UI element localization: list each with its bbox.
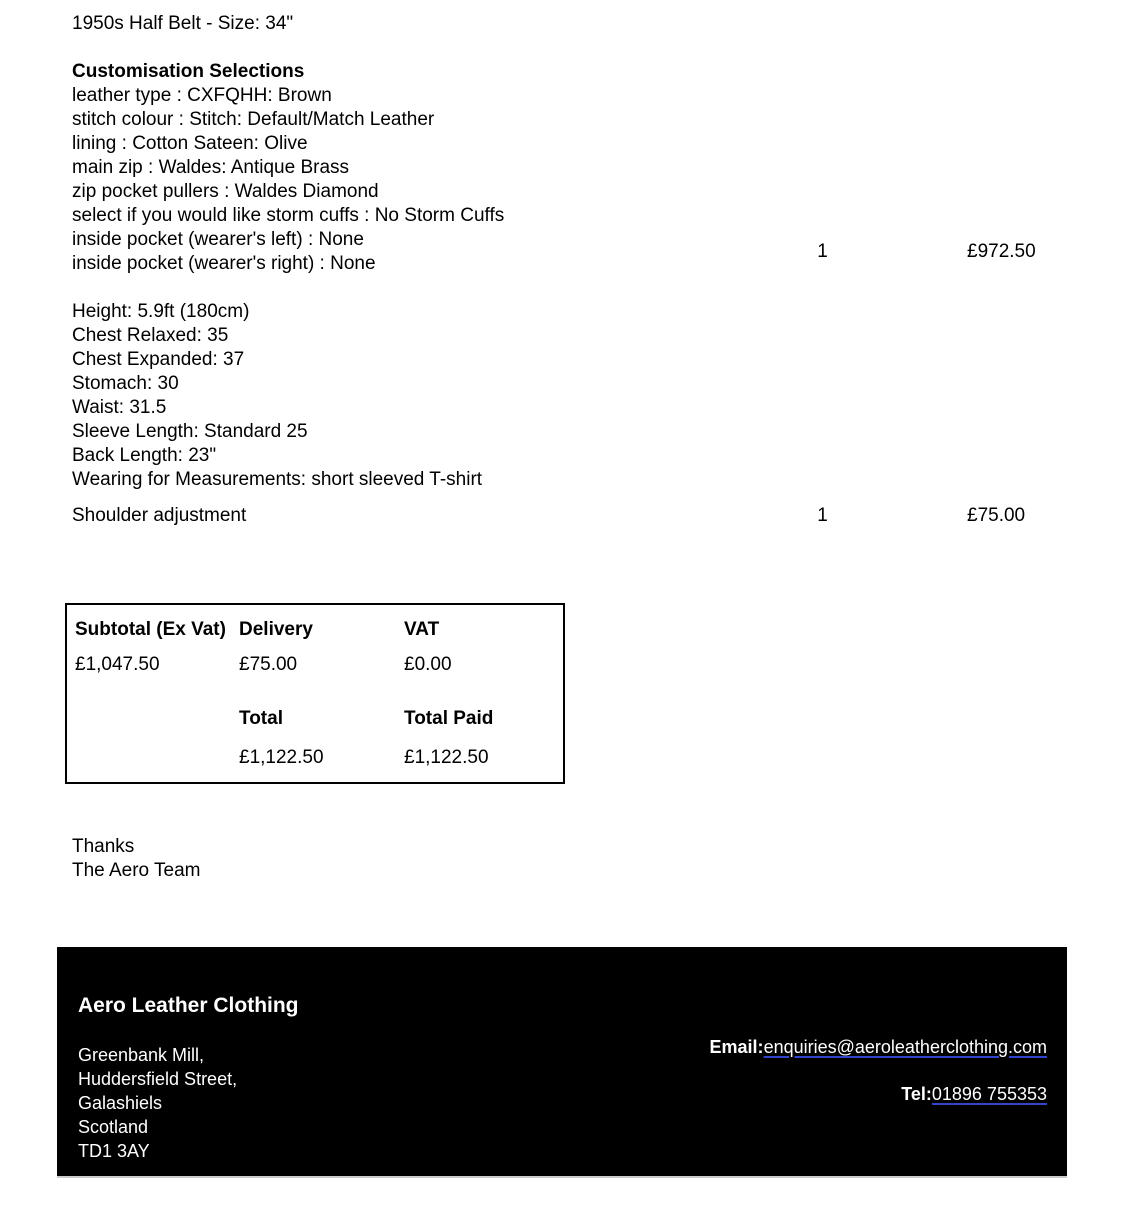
address-line: Scotland — [78, 1117, 149, 1137]
blank-line — [72, 276, 750, 300]
totals-header-row-2 — [67, 707, 563, 731]
item-title: Shoulder adjustment — [72, 505, 247, 526]
subtotal-value: £1,047.50 — [75, 654, 160, 675]
company-name: Aero Leather Clothing — [78, 994, 299, 1017]
blank-line — [72, 36, 750, 60]
measurement-line: Stomach: 30 — [72, 373, 179, 394]
totals-value-row-2 — [67, 746, 563, 770]
total-paid-label: Total Paid — [404, 708, 494, 729]
email-line — [710, 1035, 1047, 1059]
customisation-line: select if you would like storm cuffs : No Storm Cuffs — [72, 205, 505, 226]
empty-cell — [67, 746, 231, 770]
measurement-line: Sleeve Length: Standard 25 — [72, 421, 308, 442]
signoff-line: Thanks — [72, 836, 135, 857]
address-line: Huddersfield Street, — [78, 1069, 238, 1089]
customisation-line: inside pocket (wearer's right) : None — [72, 253, 376, 274]
footer — [57, 947, 1067, 1178]
email-label: Email: — [709, 1037, 764, 1057]
customisation-line: main zip : Waldes: Antique Brass — [72, 157, 350, 178]
total-label: Total — [239, 708, 283, 729]
signoff-line: The Aero Team — [72, 860, 201, 881]
item-price: £972.50 — [967, 241, 1036, 262]
totals-header-row — [67, 618, 563, 642]
delivery-value: £75.00 — [239, 654, 298, 675]
item-price: £75.00 — [967, 505, 1026, 526]
customisation-line: zip pocket pullers : Waldes Diamond — [72, 181, 379, 202]
customisation-heading: Customisation Selections — [72, 61, 305, 82]
empty-cell — [67, 707, 231, 731]
line-item-2 — [72, 504, 1067, 528]
measurement-line: Height: 5.9ft (180cm) — [72, 301, 250, 322]
item-description — [72, 12, 750, 492]
address-line: TD1 3AY — [78, 1141, 150, 1161]
total-paid-value: £1,122.50 — [404, 747, 489, 768]
item-quantity: 1 — [817, 505, 828, 526]
address-line: Galashiels — [78, 1093, 163, 1113]
tel-line — [710, 1082, 1047, 1106]
delivery-label: Delivery — [239, 619, 313, 640]
measurement-line: Waist: 31.5 — [72, 397, 167, 418]
measurement-line: Wearing for Measurements: short sleeved T-shirt — [72, 469, 483, 490]
address-line: Greenbank Mill, — [78, 1045, 205, 1065]
subtotal-label: Subtotal (Ex Vat) — [75, 619, 226, 640]
signoff — [72, 835, 1067, 883]
customisation-line: stitch colour : Stitch: Default/Match Leather — [72, 109, 435, 130]
customisation-line: leather type : CXFQHH: Brown — [72, 85, 332, 106]
footer-contact — [710, 1035, 1047, 1106]
line-item-1 — [72, 12, 1067, 492]
customisation-line: inside pocket (wearer's left) : None — [72, 229, 364, 250]
measurement-line: Chest Relaxed: 35 — [72, 325, 229, 346]
totals-table — [65, 603, 565, 784]
item-title: 1950s Half Belt - Size: 34" — [72, 13, 294, 34]
email-link[interactable]: enquiries@aeroleatherclothing.com — [763, 1037, 1047, 1057]
customisation-line: lining : Cotton Sateen: Olive — [72, 133, 308, 154]
vat-label: VAT — [404, 619, 440, 640]
measurement-line: Chest Expanded: 37 — [72, 349, 245, 370]
vat-value: £0.00 — [404, 654, 452, 675]
total-value: £1,122.50 — [239, 747, 324, 768]
item-quantity: 1 — [817, 241, 828, 262]
measurement-line: Back Length: 23" — [72, 445, 217, 466]
totals-value-row — [67, 653, 563, 677]
tel-label: Tel: — [901, 1084, 932, 1104]
tel-link[interactable]: 01896 755353 — [931, 1084, 1047, 1104]
